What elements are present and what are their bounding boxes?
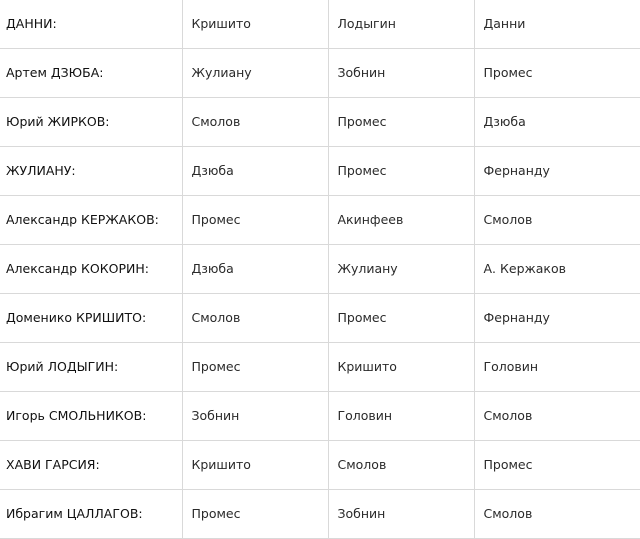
table-row	[0, 49, 640, 98]
pick-second: Акинфеев	[328, 196, 474, 245]
pick-second: Промес	[328, 294, 474, 343]
pick-first: Зобнин	[182, 392, 328, 441]
voter-name: Ибрагим ЦАЛЛАГОВ:	[0, 490, 182, 539]
voter-name: Игорь СМОЛЬНИКОВ:	[0, 392, 182, 441]
pick-third: Смолов	[474, 196, 640, 245]
table-row	[0, 245, 640, 294]
table-row	[0, 441, 640, 490]
voter-name: Юрий ЖИРКОВ:	[0, 98, 182, 147]
pick-first: Кришито	[182, 0, 328, 49]
pick-second: Промес	[328, 147, 474, 196]
pick-third: Данни	[474, 0, 640, 49]
pick-third: А. Кержаков	[474, 245, 640, 294]
pick-second: Смолов	[328, 441, 474, 490]
pick-first: Кришито	[182, 441, 328, 490]
pick-first: Смолов	[182, 294, 328, 343]
table-row	[0, 196, 640, 245]
pick-first: Промес	[182, 196, 328, 245]
pick-second: Лодыгин	[328, 0, 474, 49]
pick-second: Промес	[328, 98, 474, 147]
voter-name: Александр КОКОРИН:	[0, 245, 182, 294]
pick-third: Фернанду	[474, 147, 640, 196]
pick-first: Дзюба	[182, 245, 328, 294]
table-row	[0, 0, 640, 49]
pick-first: Жулиану	[182, 49, 328, 98]
pick-third: Фернанду	[474, 294, 640, 343]
voter-name: ЖУЛИАНУ:	[0, 147, 182, 196]
pick-third: Промес	[474, 441, 640, 490]
pick-first: Смолов	[182, 98, 328, 147]
pick-second: Кришито	[328, 343, 474, 392]
pick-second: Зобнин	[328, 490, 474, 539]
pick-first: Промес	[182, 490, 328, 539]
table-row	[0, 294, 640, 343]
pick-first: Промес	[182, 343, 328, 392]
voter-name: ХАВИ ГАРСИЯ:	[0, 441, 182, 490]
pick-third: Смолов	[474, 392, 640, 441]
table-row	[0, 98, 640, 147]
pick-second: Головин	[328, 392, 474, 441]
voter-name: ДАННИ:	[0, 0, 182, 49]
pick-third: Промес	[474, 49, 640, 98]
pick-third: Дзюба	[474, 98, 640, 147]
table-row	[0, 392, 640, 441]
pick-second: Зобнин	[328, 49, 474, 98]
pick-third: Смолов	[474, 490, 640, 539]
voter-name: Александр КЕРЖАКОВ:	[0, 196, 182, 245]
voter-name: Юрий ЛОДЫГИН:	[0, 343, 182, 392]
table-row	[0, 490, 640, 539]
pick-third: Головин	[474, 343, 640, 392]
pick-second: Жулиану	[328, 245, 474, 294]
pick-first: Дзюба	[182, 147, 328, 196]
voter-name: Артем ДЗЮБА:	[0, 49, 182, 98]
table-row	[0, 147, 640, 196]
voter-name: Доменико КРИШИТО:	[0, 294, 182, 343]
table-row	[0, 343, 640, 392]
